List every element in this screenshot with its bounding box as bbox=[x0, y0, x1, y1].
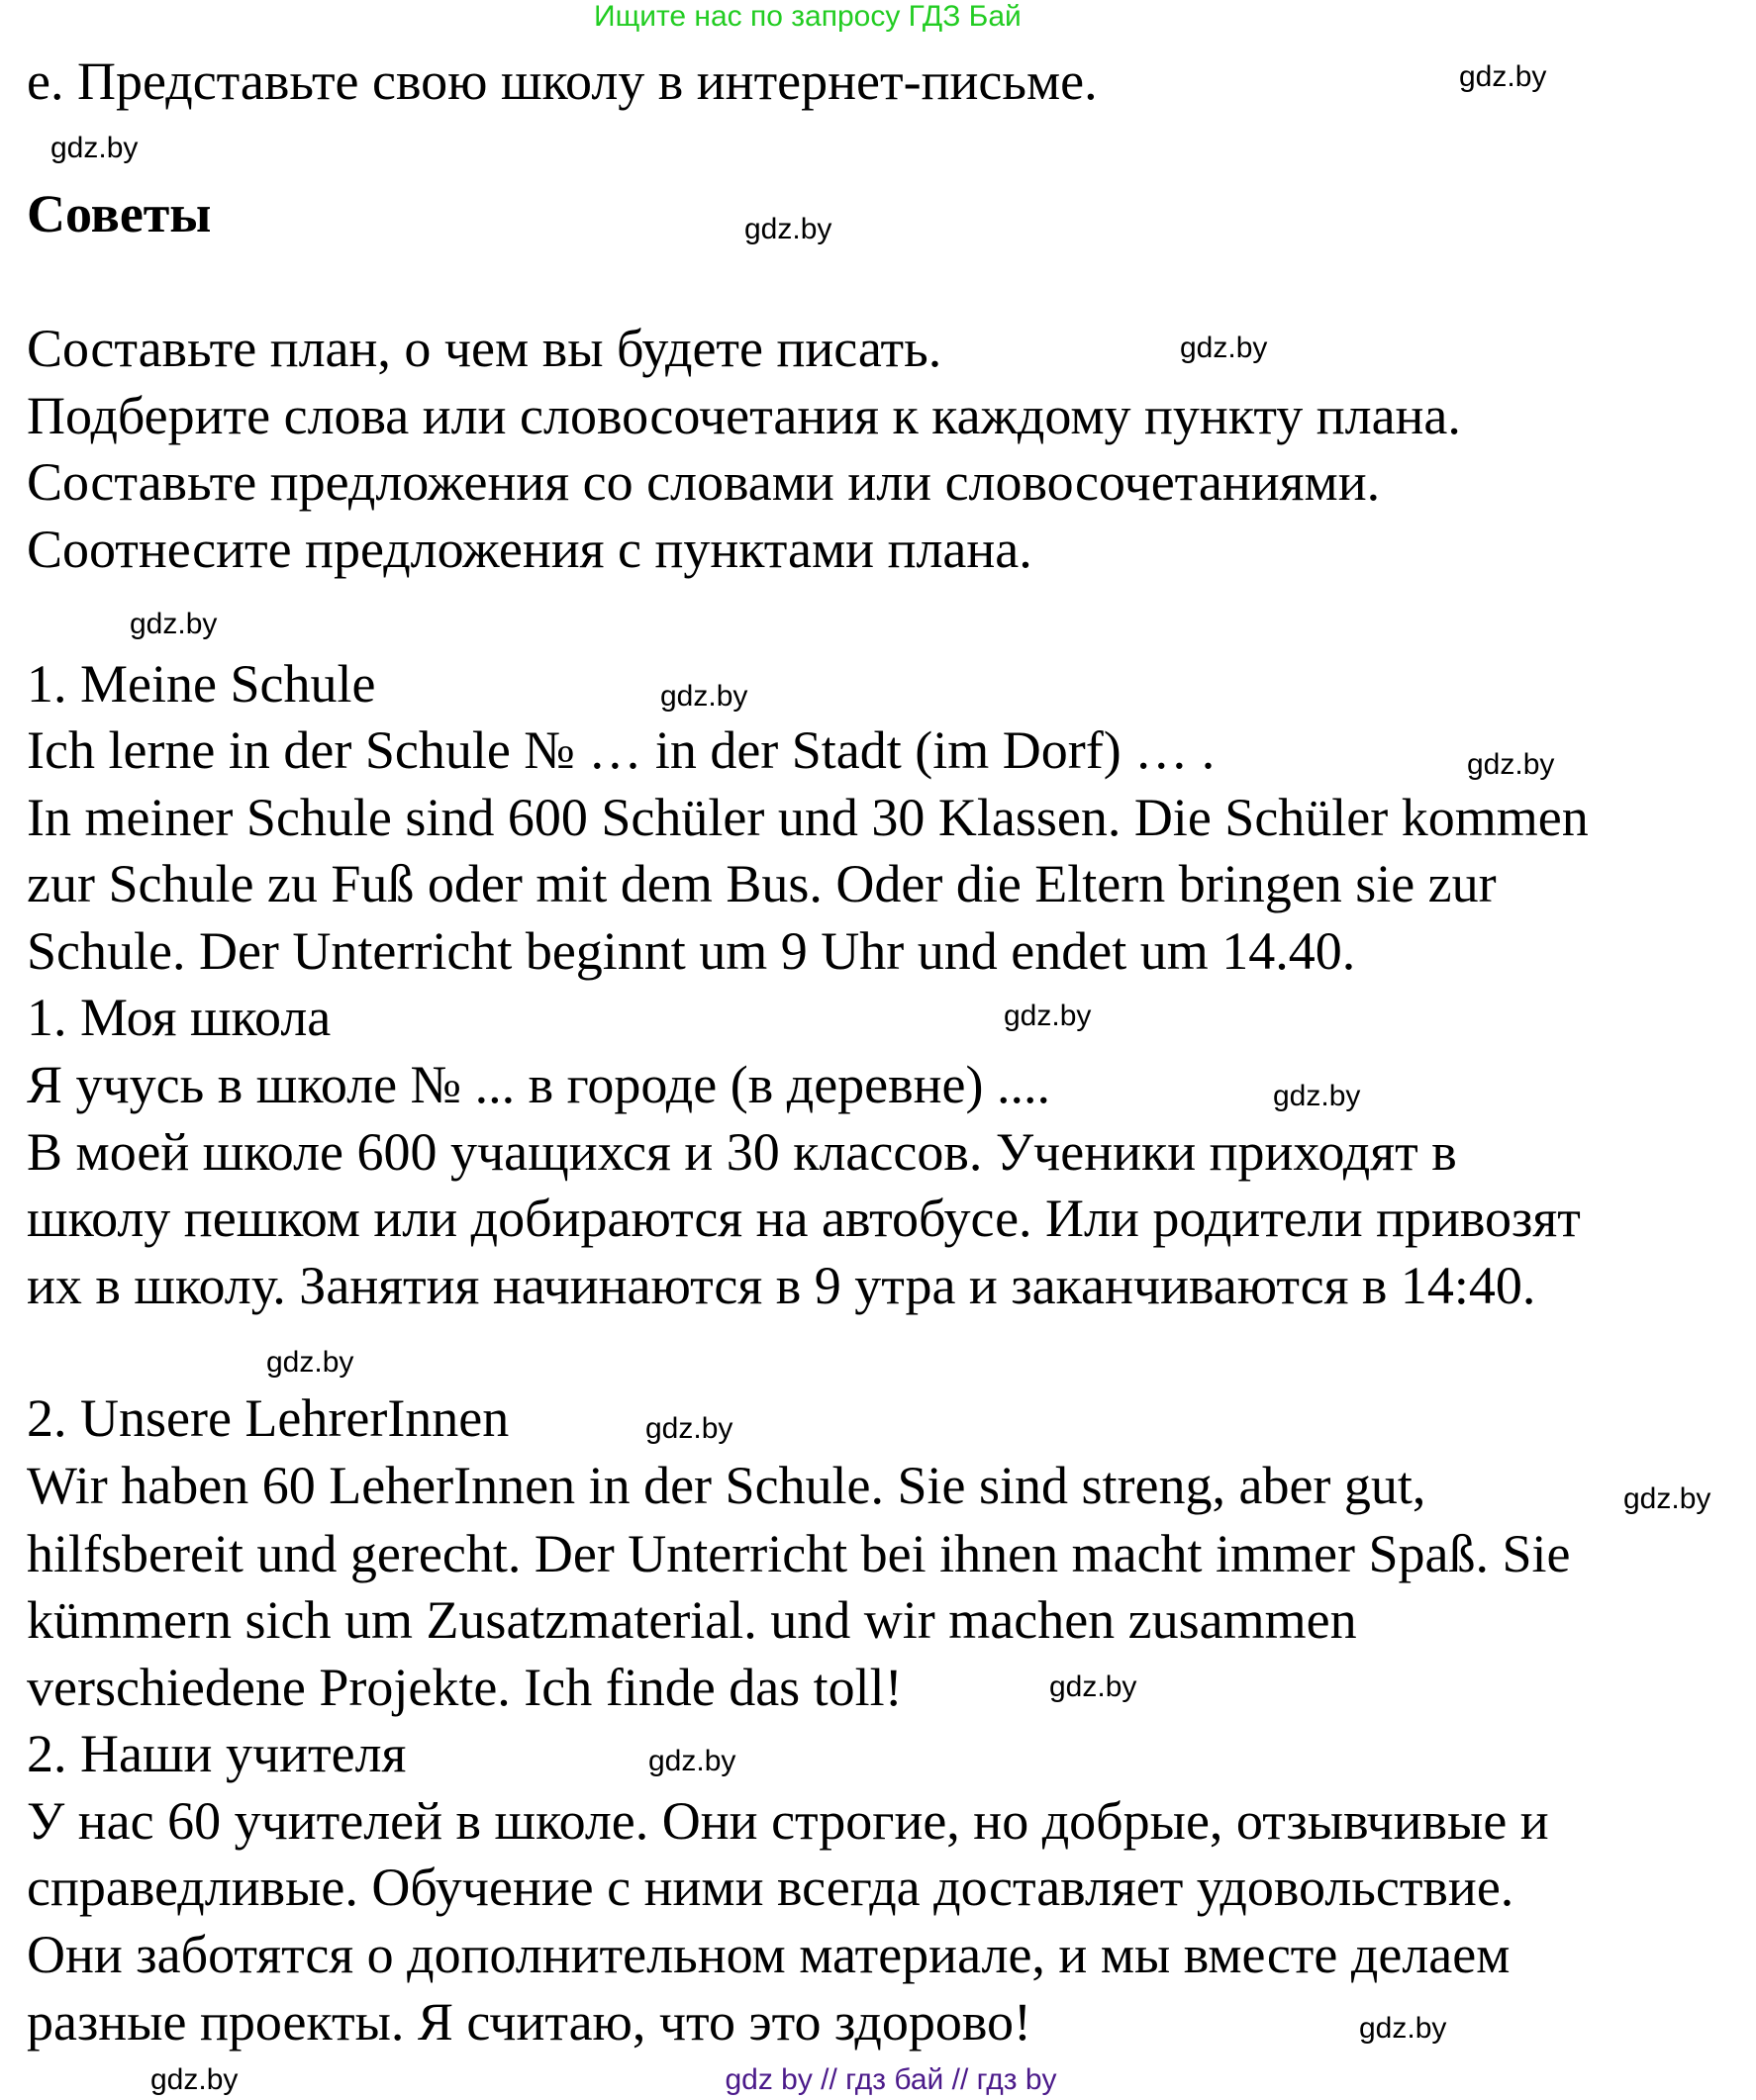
watermark: gdz.by bbox=[1359, 2012, 1447, 2045]
watermark: gdz.by bbox=[744, 213, 832, 245]
watermark: gdz.by bbox=[645, 1412, 733, 1445]
text-line: Ich lerne in der Schule № … in der Stadt (im Dorf) … . bbox=[27, 720, 1216, 780]
text-line: Я учусь в школе № ... в городе (в деревне) .... bbox=[27, 1055, 1050, 1114]
section-heading: 1. Meine Schule bbox=[27, 654, 376, 714]
text-line: hilfsbereit und gerecht. Der Unterricht bei ihnen macht immer Spaß. Sie bbox=[27, 1524, 1571, 1583]
text-line: школу пешком или добираются на автобусе. Или родители привозят bbox=[27, 1189, 1581, 1248]
section-heading: 2. Unsere LehrerInnen bbox=[27, 1388, 510, 1448]
text-line: их в школу. Занятия начинаются в 9 утра и заканчиваются в 14:40. bbox=[27, 1256, 1536, 1315]
text-line: kümmern sich um Zusatzmaterial. und wir machen zusammen bbox=[27, 1590, 1357, 1650]
watermark: gdz.by bbox=[648, 1745, 736, 1777]
footer-links: gdz by // гдз бай // гдз by bbox=[725, 2063, 1057, 2096]
section-heading: 2. Наши учителя bbox=[27, 1724, 407, 1783]
section-heading-tips: Советы bbox=[27, 184, 212, 243]
section-heading: 1. Моя школа bbox=[27, 988, 332, 1047]
watermark: gdz.by bbox=[660, 680, 748, 713]
text-line: разные проекты. Я считаю, что это здорово! bbox=[27, 1992, 1031, 2052]
watermark: gdz.by bbox=[266, 1346, 354, 1379]
watermark: gdz.by bbox=[50, 132, 139, 164]
watermark: gdz.by bbox=[1623, 1482, 1711, 1515]
tip-line: Подберите слова или словосочетания к каждому пункту плана. bbox=[27, 386, 1461, 445]
text-line: zur Schule zu Fuß oder mit dem Bus. Oder die Eltern bringen sie zur bbox=[27, 854, 1497, 913]
search-hint-header: Ищите нас по запросу ГДЗ Бай bbox=[594, 0, 1022, 33]
watermark: gdz.by bbox=[1004, 1000, 1092, 1032]
task-title: е. Представьте свою школу в интернет-письме. bbox=[27, 51, 1098, 111]
watermark: gdz.by bbox=[1459, 60, 1547, 93]
watermark: gdz.by bbox=[1273, 1080, 1361, 1112]
text-line: Schule. Der Unterricht beginnt um 9 Uhr und endet um 14.40. bbox=[27, 921, 1356, 981]
tip-line: Составьте предложения со словами или словосочетаниями. bbox=[27, 452, 1381, 512]
text-line: Wir haben 60 LeherInnen in der Schule. Sie sind streng, aber gut, bbox=[27, 1456, 1426, 1515]
watermark: gdz.by bbox=[150, 2063, 239, 2096]
watermark: gdz.by bbox=[1467, 748, 1555, 781]
watermark: gdz.by bbox=[1180, 332, 1268, 364]
text-line: Они заботятся о дополнительном материале, и мы вместе делаем bbox=[27, 1925, 1511, 1984]
text-line: В моей школе 600 учащихся и 30 классов. Ученики приходят в bbox=[27, 1122, 1457, 1182]
text-line: У нас 60 учителей в школе. Они строгие, но добрые, отзывчивые и bbox=[27, 1791, 1549, 1851]
text-line: In meiner Schule sind 600 Schüler und 30 Klassen. Die Schüler kommen bbox=[27, 788, 1589, 847]
text-line: verschiedene Projekte. Ich finde das toll! bbox=[27, 1658, 903, 1717]
tip-line: Составьте план, о чем вы будете писать. bbox=[27, 319, 942, 378]
text-line: справедливые. Обучение с ними всегда доставляет удовольствие. bbox=[27, 1858, 1514, 1917]
tip-line: Соотнесите предложения с пунктами плана. bbox=[27, 520, 1032, 579]
watermark: gdz.by bbox=[1049, 1670, 1137, 1703]
watermark: gdz.by bbox=[130, 608, 218, 640]
